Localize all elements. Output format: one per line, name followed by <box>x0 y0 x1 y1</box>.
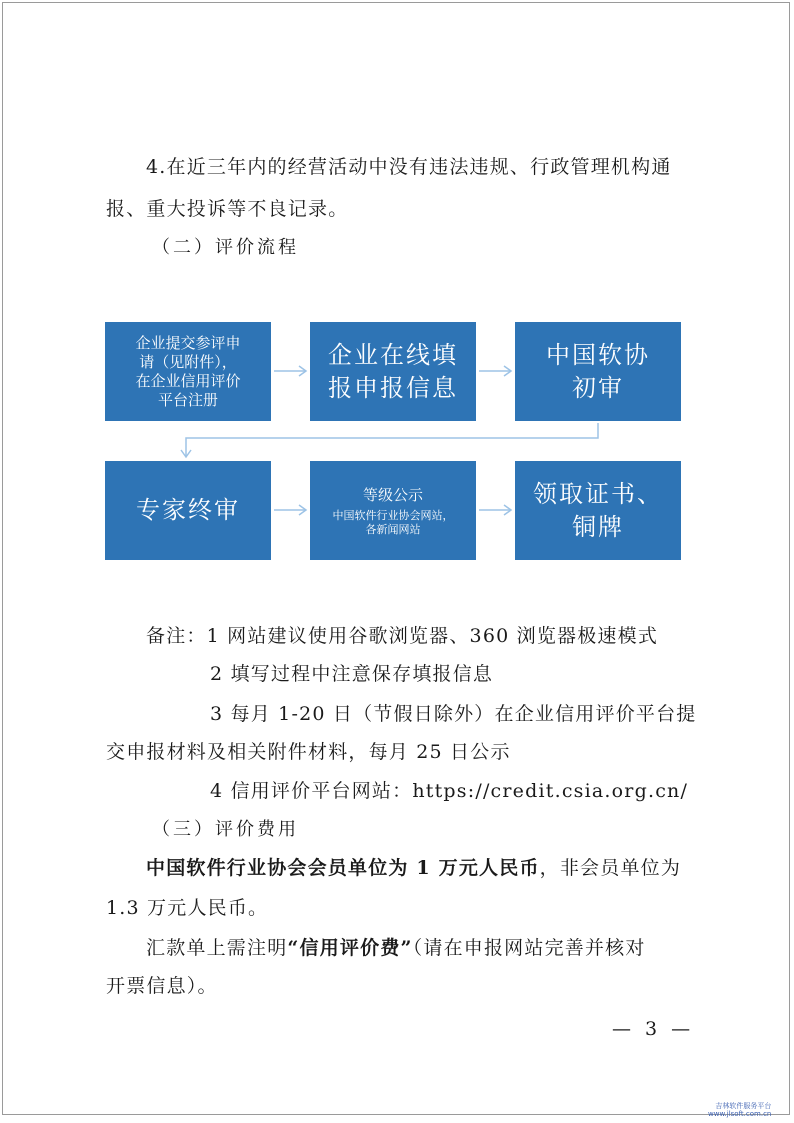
flow-step-publicity-sub1: 中国软件行业协会网站， <box>332 508 454 522</box>
remit-highlight: “信用评价费” <box>287 937 413 959</box>
flow-step-publicity-sub2: 各新闻网站 <box>365 522 421 536</box>
note-3-line2: 交申报材料及相关附件材料，每月 25 日公示 <box>106 741 511 763</box>
flow-step-apply-line3: 在企业信用评价 <box>135 371 241 390</box>
fee-line1-rest: ，非会员单位为 <box>539 857 682 879</box>
fee-line1 <box>146 856 681 880</box>
flow-step-fill-line1: 企业在线填 <box>328 340 458 369</box>
flow-step-cert-line1: 领取证书、 <box>533 479 663 508</box>
para4-line2: 报、重大投诉等不良记录。 <box>106 198 349 220</box>
flow-step-expert-line1: 专家终审 <box>136 496 240 524</box>
remit-pre: 汇款单上需注明 <box>146 937 288 959</box>
fee-member-price: 中国软件行业协会会员单位为 1 万元人民币 <box>146 857 540 879</box>
flow-step-apply-line1: 企业提交参评申 <box>135 333 241 352</box>
fee-line2: 1.3 万元人民币。 <box>106 897 269 919</box>
flow-step-apply-line4: 平台注册 <box>157 390 218 409</box>
flow-step-apply-line2: 请（见附件）， <box>139 352 237 371</box>
watermark-line2: www.jlsoft.com.cn <box>708 1110 772 1118</box>
page-number: — 3 — <box>612 1018 695 1040</box>
remit-post: （请在申报网站完善并核对 <box>412 937 646 959</box>
flow-step-cert-line2: 铜牌 <box>572 512 624 541</box>
section3-title: （三）评价费用 <box>152 819 299 840</box>
note-2: 2 填写过程中注意保存填报信息 <box>210 663 494 685</box>
flow-step-fill-line2: 报申报信息 <box>328 373 458 402</box>
flow-step-review-line2: 初审 <box>572 373 624 402</box>
section2-title: （二）评价流程 <box>152 237 299 258</box>
watermark-logo <box>708 1102 771 1118</box>
watermark-line1: 吉林软件服务平台 <box>715 1102 772 1110</box>
remit-line2: 开票信息）。 <box>106 975 218 997</box>
note-4: 4 信用评价平台网站：https://credit.csia.org.cn/ <box>210 780 689 802</box>
flow-step-review-line1: 中国软协 <box>546 340 650 369</box>
para4-line1: 4.在近三年内的经营活动中没有违法违规、行政管理机构通 <box>146 156 672 178</box>
remit-line1 <box>146 936 646 960</box>
note-1: 备注：1 网站建议使用谷歌浏览器、360 浏览器极速模式 <box>146 625 659 647</box>
note-3-line1: 3 每月 1-20 日（节假日除外）在企业信用评价平台提 <box>210 703 697 725</box>
flow-step-publicity-title: 等级公示 <box>362 485 423 504</box>
arrow-3-4 <box>186 423 598 456</box>
